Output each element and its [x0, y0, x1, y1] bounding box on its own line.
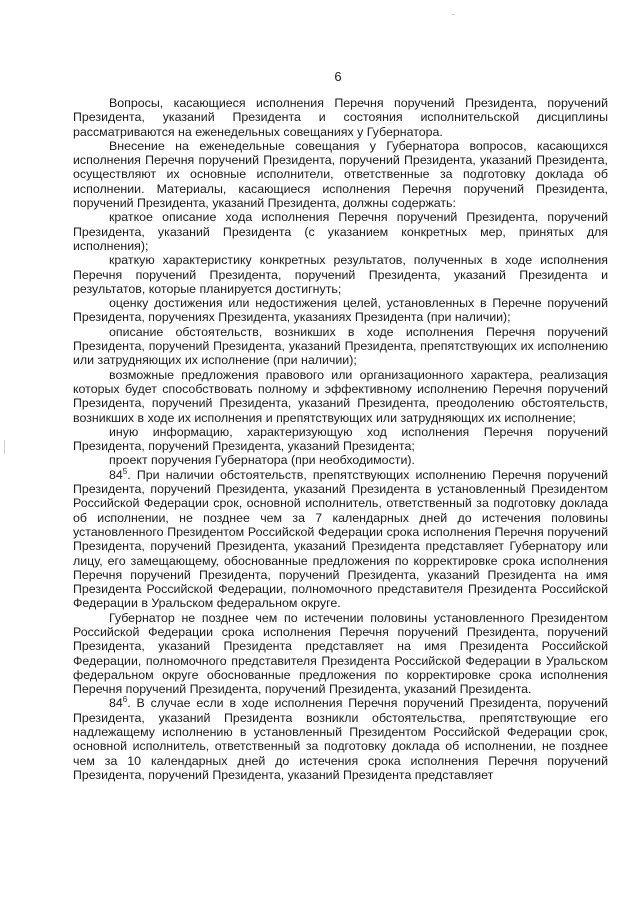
- clause-superscript: 6: [122, 695, 128, 705]
- list-item: проект поручения Губернатора (при необходимости).: [109, 453, 415, 468]
- scan-artifact: [452, 14, 455, 15]
- list-item: описание обстоятельств, возникших в ходе исполнения Перечня поручений Президента, поручений Президента, указаний Президента, препятствующих их исполнению или затрудняющих их исполнение (при наличии);: [73, 324, 608, 368]
- clause-superscript: 5: [122, 466, 128, 476]
- clause-84-5: [73, 468, 608, 611]
- list-item: краткую характеристику конкретных результатов, полученных в ходе исполнения Перечня поручений Президента, поручений Президента, указаний Президента и результатов, которые планируется достигнуть;: [73, 253, 608, 296]
- list-item: иную информацию, характеризующую ход исполнения Перечня поручений Президента, поручений Президента, указаний Президента;: [73, 424, 608, 454]
- paragraph: Внесение на еженедельные совещания у Губернатора вопросов, касающихся исполнения Перечня поручений Президента, поручений Президента, указаний Президента, осуществляют их основные исполнители, ответственные за подготовку доклада об исполнении. Материалы, касающиеся исполнения Перечня поручений Президента, поручений Президента, указаний Президента, должны содержать:: [73, 138, 608, 211]
- page-number: 6: [334, 69, 342, 84]
- clause-number: 84: [109, 696, 123, 711]
- list-item: оценку достижения или недостижения целей, установленных в Перечне поручений Президента, поручениях Президента, указаниях Президента (при наличии);: [73, 296, 608, 325]
- clause-number: 84: [109, 467, 123, 482]
- clause-text: . При наличии обстоятельств, препятствующих исполнению Перечня поручений Президента, поручений Президента, указаний Президента в установленный Президентом Российской Федерации срок, основной исполнитель, ответственный за подготовку доклада об исполнении, не позднее чем за 7 календарных дней до истечения половины установленного Президентом Российской Федерации срока исполнения Перечня поручений Президента, поручений Президента, указаний Президента представляет Губернатору или лицу, его замещающему, обоснованные предложения по корректировке срока исполнения Перечня поручений Президента, поручений Президента, указаний Президента на имя Президента Российской Федерации, полномочного представителя Президента Российской Федерации в Уральском федеральном округе.: [73, 467, 608, 611]
- paragraph: Губернатор не позднее чем по истечении половины установленного Президентом Российской Федерации срока исполнения Перечня поручений Президента, поручений Президента, указаний Президента представляет на имя Президента Российской Федерации, полномочного представителя Президента Российской Федерации в Уральском федеральном округе обоснованные предложения по корректировке срока исполнения Перечня поручений Президента, поручений Президента, указаний Президента.: [73, 610, 608, 697]
- clause-text: . В случае если в ходе исполнения Перечня поручений Президента, поручений Президента, указаний Президента возникли обстоятельства, препятствующие его надлежащему исполнению в установленный Президентом Российской Федерации срок, основной исполнитель, ответственный за подготовку доклада об исполнении, не позднее чем за 10 календарных дней до истечения срока исполнения Перечня поручений Президента, поручений Президента, указаний Президента представляет: [73, 696, 608, 782]
- clause-84-6: [73, 696, 608, 782]
- paragraph: Вопросы, касающиеся исполнения Перечня поручений Президента, поручений Президента, указаний Президента и состояния исполнительской дисциплины рассматриваются на еженедельных совещаниях у Губернатора.: [73, 96, 608, 139]
- list-item: краткое описание хода исполнения Перечня поручений Президента, поручений Президента, указаний Президента (с указанием конкретных мер, принятых для исполнения);: [73, 210, 608, 253]
- scan-artifact: [4, 440, 5, 454]
- document-body: [73, 96, 608, 782]
- list-item: возможные предложения правового или организационного характера, реализация которых будет способствовать полному и эффективному исполнению Перечня поручений Президента, поручений Президента, указаний Президента, преодолению обстоятельств, возникших в ходе их исполнения и препятствующих или затрудняющих их исполнение;: [73, 367, 608, 425]
